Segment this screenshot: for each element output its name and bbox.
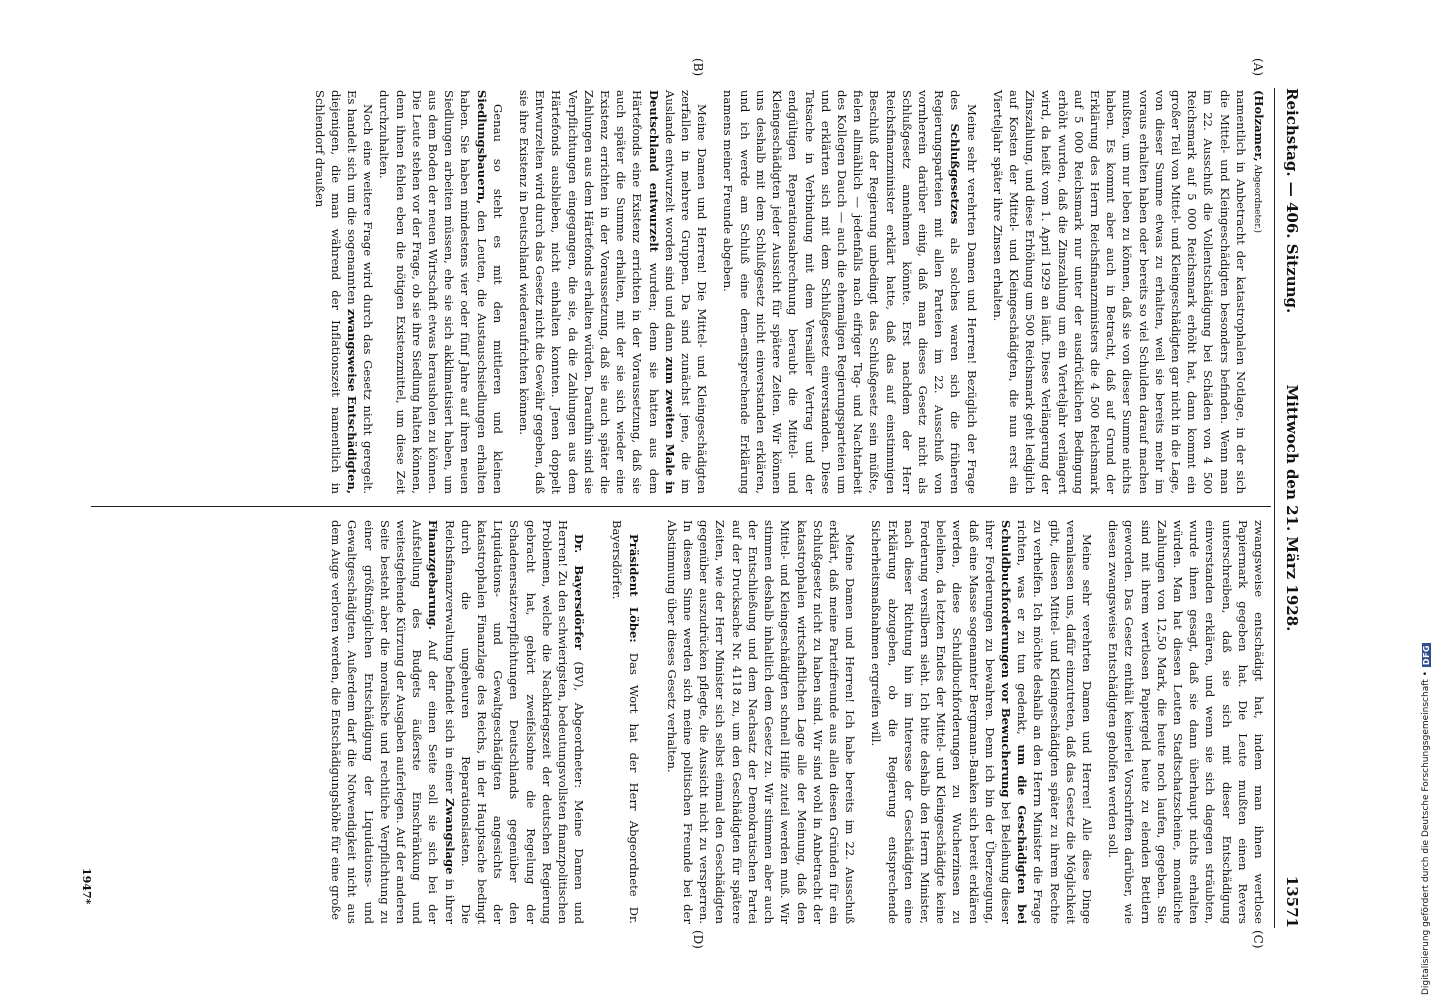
header-left: Reichstag. — 406. Sitzung. — [1283, 88, 1301, 314]
left-column — [311, 90, 1267, 494]
paragraph: Dr. Bayersdörfer (BV), Abgeordneter: Meine Damen und Herren! Zu den schwierigsten, bedeutungsvollsten finanzpolitischen Problemen, welche die Nachkriegszeit der deutschen Regierung gebracht hat, gehört zweifelsohne die Regelung der Schadenersatzverpflichtungen Deutschlands gegenüber den Liquidations- und Gewaltgeschädigten angesichts der katastrophalen Finanzlage des Reichs, in der Hauptsache bedingt durch die ungeheuren Reparationslasten. Die Reichsfinanzverwaltung befindet sich in einer Zwangslage in ihrer Finanzgebarung. Auf der einen Seite soll sie sich bei der Aufstellung des Budgets äußerste Einschränkung und weitestgehende Kürzung der Ausgaben auferlegen. Auf der anderen Seite besteht aber die moralische und rechtliche Verpflichtung zu einer größtmöglichen Entschädigung der Liquidations- und Gewaltgeschädigten. Außerdem darf die Notwendigkeit nicht aus dem Auge verloren werden, die Entschädigungshöhe für eine große — [329, 520, 587, 924]
paragraph: zwangsweise entschädigt hat, indem man ihnen wertlose Papiermark gegeben hat. Die Leute mußten einen Revers unterschreiben, daß sie sich mit dieser Entschädigung einverstanden erklären, und wenn sie sich dagegen sträubten, wurde ihnen gesagt, daß sie dann überhaupt nichts erhalten würden. Man hat diesen Leuten Stadtschatzscheine, monatliche Zahlungen von 12,50 Mark, die heute noch laufen, gegeben. Sie sind mit ihrem wertlosen Papiergeld heute zu elenden Bettlern geworden. Das Gesetz enthält keinerlei Vorschriften darüber, wie diesen zwangsweise Entschädigten geholfen werden soll. — [1106, 520, 1266, 924]
header-date: Mittwoch den 21. März 1928. — [1283, 384, 1301, 632]
header-rule — [1274, 88, 1275, 928]
speaker-name: (Holzamer, — [1252, 90, 1266, 162]
page-header — [1277, 88, 1305, 928]
dfg-text: Digitalisierung gefördert durch die Deutsche Forschungsgemeinschaft • — [1421, 671, 1431, 995]
column-separator — [91, 506, 1271, 507]
paragraph — [1249, 90, 1267, 494]
margin-marker-b: (B) — [691, 58, 705, 77]
paragraph: Meine Damen und Herren! Die Mittel- und Kleingeschädigten zerfallen in mehrere Gruppen. Da sind zunächst jene, die im Auslande entwurzelt worden sind und dann zum zweiten Male in Deutschland entwurzelt wurden; denn sie hatten aus dem Härtefonds eine Existenz errichten in der Voraussetzung, daß sie auch später die Summe erhalten, mit der sie sich wieder eine Existenz errichten in der Voraussetzung, daß sie auch später die Zahlungen aus dem Härtefonds erhalten würden. Daraufhin sind sie Verpflichtungen eingegangen, die sie, da die Zahlungen aus dem Härtefonds ausblieben, nicht einhalten konnten. Jenen doppelt Entwurzelten wird durch das Gesetz nicht die Gewähr gegeben, daß sie ihre Existenz in Deutschland wiederaufrichten können. — [517, 90, 710, 494]
margin-marker-d: (D) — [691, 930, 705, 949]
paragraph: Meine Damen und Herren! Ich habe bereits im 22. Ausschuß erklärt, daß meine Parteifreunde aus allen diesen Gründen für ein Schlußgesetz nicht zu haben sind. Wir sind wohl in Anbetracht der katastrophalen wirtschaftlichen Lage alle der Meinung, daß den Mittel- und Kleingeschädigten schnell Hilfe zuteil werden muß. Wir stimmen deshalb inhaltlich dem Gesetz zu. Wir stimmen aber auch der Entschließung und dem Nachsatz der Demokratischen Partei auf der Drucksache Nr. 4118 zu, um den Geschädigten für spätere Zeiten, wie der Herr Minister sich selbst einmal den Geschädigten gegenüber auszudrücken pflegte, die Aussicht nicht zu versperren. In diesem Sinne werden sich meine politischen Freunde bei der Abstimmung über dieses Gesetz verhalten. — [664, 520, 858, 924]
president-line: Präsident Löbe: Das Wort hat der Herr Abgeordnete Dr. Bayersdörfer. — [610, 520, 641, 924]
paragraph: Meine sehr verehrten Damen und Herren! Bezüglich der Frage des Schlußgesetzes als solches waren sich die früheren Regierungsparteien mit allen Parteien im 22. Ausschuß von vornherein darüber einig, daß man dieses Gesetz nicht als Schlußgesetz annehmen könnte. Erst nachdem der Herr Reichsfinanzminister erklärt hatte, daß das auf einstimmigen Beschluß der Regierung unbedingt das Schlußgesetz sein müßte, fielen allmählich — jedenfalls nach eifriger Tag- und Nachtarbeit des Kollegen Dauch — auch die ehemaligen Regierungsparteien um und erklärten sich mit dem Schlußgesetz einverstanden. Diese Tatsache in Verbindung mit dem Versailler Vertrag und der endgültigen Reparationsabrechnung beraubt die Mittel- und Kleingeschädigten jeder Aussicht für spätere Zeiten. Wir können uns deshalb mit dem Schlußgesetz nicht einverstanden erklären, und ich werde am Schluß eine dem-entsprechende Erklärung namens meiner Freunde abgeben. — [721, 90, 979, 495]
dfg-strip — [1421, 5, 1431, 995]
paragraph: namentlich in Anbetracht der katastrophalen Notlage, in der sich die Mittel- und Kleingeschädigten besonders befinden. Wenn man im 22. Ausschuß die Vollentschädigung bei Schäden von 4 500 Reichsmark auf 5 000 Reichsmark erhöht hat, dann kommt ein großer Teil von Mittel- und Kleingeschädigten gar nicht in die Lage, von dieser Summe etwas zu erhalten, weil sie bereits mehr im voraus erhalten haben oder bereits so viel Schulden darauf machen mußten, um nur leben zu können, daß sie von dieser Summe nichts haben. Es kommt aber auch in Betracht, daß auf Grund der Erklärung des Herrn Reichsfinanzministers die 4 500 Reichsmark auf 5 000 Reichsmark nur unter der ausdrücklichen Bedingung erhöht wurden, daß die Zinszahlung um ein Vierteljahr verlängert wird, da heißt vom 1. April 1929 an läuft. Diese Verlängerung der Zinszahlung, und diese Erhöhung um 500 Reichsmark geht lediglich auf Kosten der Mittel- und Kleingeschädigten, die nun erst ein Vierteljahr später ihre Zinsen erhalten. — [990, 90, 1248, 494]
rotated-document-page — [80, 58, 1305, 949]
margin-marker-a: (A) — [1251, 58, 1265, 77]
right-column — [328, 520, 1267, 924]
paragraph: Genau so steht es mit den mittleren und kleinen Siedlungsbauern, den Leuten, die Austauschsiedlungen erhalten haben. Sie haben mindestens vier oder fünf Jahre auf ihren neuen Siedlungen arbeiten müssen, ehe sie sich akklimatisiert haben, um aus dem Boden der neuen Wirtschaft etwas herausholen zu können. Die Leute stehen vor der Frage, ob sie ihre Siedlung halten können, denn ihnen fehlen eben die nötigen Existenzmittel, um diese Zeit durchzuhalten. — [377, 90, 505, 494]
paragraph: Noch eine weitere Frage wird durch das Gesetz nicht geregelt. Es handelt sich um die sogenannten zwangsweise Entschädigten, diejenigen, die man während der Inflationszeit namentlich in Schlendorf draußen — [312, 90, 376, 494]
page-number: 13571 — [1283, 875, 1301, 928]
paragraph: Meine sehr verehrten Damen und Herren! Alle diese Dinge veranlassen uns, dafür einzutreten, daß das Gesetz die Möglichkeit gibt, diesen Mittel- und Kleingeschädigten später zu ihrem Rechte zu verhelfen. Ich möchte deshalb an den Herrn Minister die Frage richten, was er zu tun gedenkt, um die Geschädigten bei Schuldbuchforderungen vor Bewucherung bei Beleihung dieser ihrer Forderungen zu bewahren. Denn ich bin der Überzeugung, daß eine Masse sogenannter Bergmann-Banken sich bereit erklären werden, diese Schuldbuchforderungen zu Wucherzinsen zu beleihen, da letzten Endes der Mittel- und Kleingeschädigte keine Forderung versilbern sieht. Ich bitte deshalb den Herrn Minister, nach dieser Richtung hin im Interesse der Geschädigten eine Erklärung abzugeben, ob die Regierung entsprechende Sicherheitsmaßnahmen ergreifen will. — [869, 520, 1094, 924]
speaker-role: Abgeordneter.) — [1252, 161, 1262, 234]
margin-marker-c: (C) — [1251, 930, 1265, 949]
dfg-logo: DFG — [1421, 644, 1431, 666]
page-footer-mark: 1947* — [80, 868, 93, 905]
